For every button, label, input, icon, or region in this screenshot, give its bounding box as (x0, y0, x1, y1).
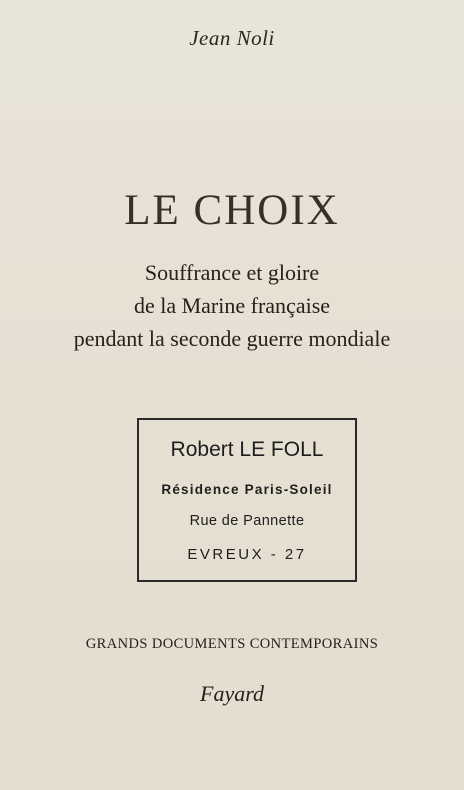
stamp-street: Rue de Pannette (189, 513, 305, 529)
collection-name: GRANDS DOCUMENTS CONTEMPORAINS (85, 636, 379, 652)
stamp-owner-name: Robert LE FOLL (170, 438, 324, 461)
stamp-city: EVREUX - 27 (187, 546, 307, 563)
stamp-residence: Résidence Paris-Soleil (161, 482, 333, 497)
author-name: Jean Noli (189, 26, 275, 50)
publisher-name: Fayard (200, 681, 264, 706)
owner-stamp (137, 418, 357, 582)
subtitle-line-1: Souffrance et gloire (144, 260, 320, 285)
book-title: LE CHOIX (124, 187, 340, 234)
subtitle-line-3: pendant la seconde guerre mondiale (73, 326, 391, 351)
book-subtitle (0, 256, 464, 355)
subtitle-line-2: de la Marine française (133, 293, 331, 318)
